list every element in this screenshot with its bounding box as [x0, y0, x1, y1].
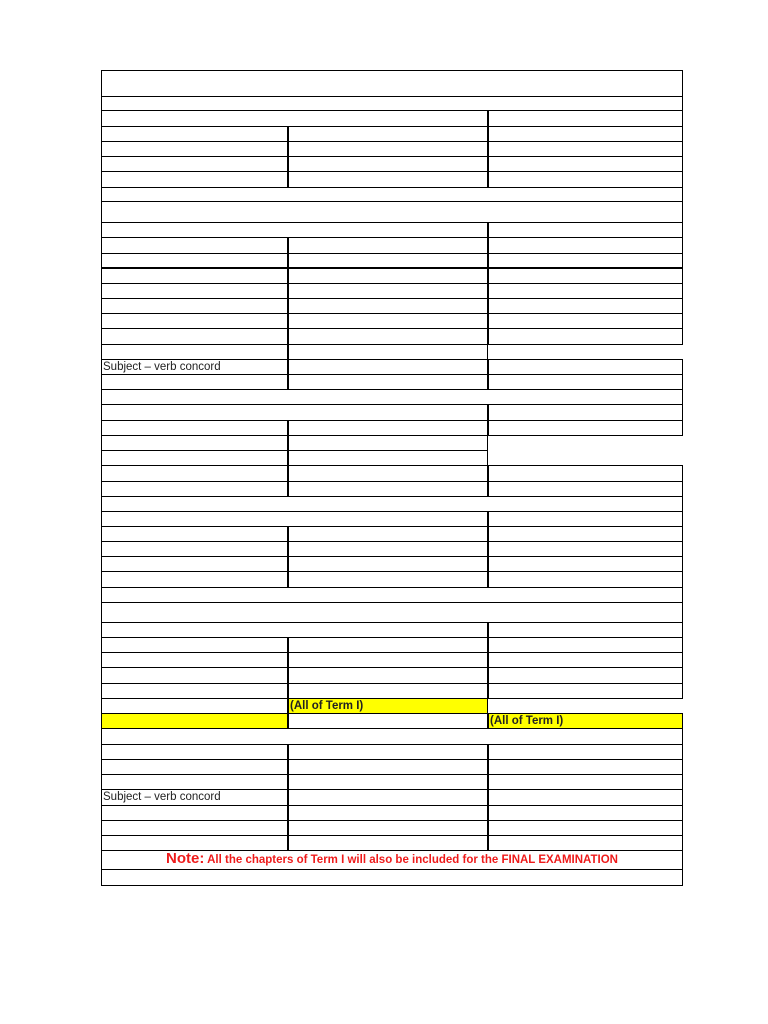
- table-cell: [488, 156, 683, 172]
- table-cell: [101, 450, 288, 466]
- table-cell: [288, 237, 488, 254]
- table-cell: [288, 652, 488, 668]
- table-cell: [101, 744, 288, 760]
- table-row: [101, 404, 488, 421]
- table-cell: [488, 298, 683, 314]
- table-cell: [488, 359, 683, 375]
- table-cell: [101, 141, 288, 157]
- table-cell: [488, 683, 683, 699]
- table-cell: [101, 481, 288, 497]
- table-cell: [288, 420, 488, 436]
- all-of-term-label: (All of Term I): [290, 700, 364, 712]
- table-cell: [288, 637, 488, 653]
- table-row: [101, 622, 488, 638]
- table-cell: [101, 283, 288, 299]
- table-cell: [488, 511, 683, 527]
- table-cell: [288, 328, 488, 345]
- table-cell: [488, 222, 683, 238]
- table-cell: [288, 374, 488, 390]
- table-cell: [488, 637, 683, 653]
- table-row: [101, 110, 488, 127]
- table-cell: [288, 344, 488, 360]
- table-cell: [488, 420, 683, 436]
- table-cell: [101, 805, 288, 821]
- table-cell: [288, 759, 488, 775]
- table-cell: [488, 404, 683, 421]
- table-row: [101, 587, 683, 603]
- table-cell: [288, 667, 488, 684]
- table-cell: [288, 571, 488, 588]
- table-cell: [488, 481, 683, 497]
- table-cell: [101, 465, 288, 482]
- table-cell: [488, 744, 683, 760]
- table-cell: [101, 313, 288, 329]
- table-cell: [101, 344, 288, 360]
- table-cell: [101, 298, 288, 314]
- table-cell: [288, 541, 488, 557]
- table-row: [101, 201, 683, 223]
- table-row: [101, 70, 683, 97]
- table-cell: [288, 359, 488, 375]
- table-cell: [101, 835, 288, 851]
- table-cell: [488, 667, 683, 684]
- table-cell: [101, 667, 288, 684]
- table-cell: [288, 268, 488, 284]
- table-cell: [101, 774, 288, 790]
- table-cell: [288, 713, 488, 729]
- table-cell: [288, 774, 488, 790]
- table-cell: [288, 481, 488, 497]
- table-cell: [101, 435, 288, 451]
- table-row: [101, 869, 683, 886]
- table-row: [101, 728, 683, 745]
- table-cell: [488, 835, 683, 851]
- subject-verb-label: Subject – verb concord: [103, 361, 221, 373]
- table-cell: [288, 283, 488, 299]
- schedule-table: [101, 70, 683, 886]
- table-cell: [488, 820, 683, 836]
- table-cell: [101, 683, 288, 699]
- table-cell: [488, 110, 683, 127]
- table-cell: [288, 171, 488, 188]
- table-cell: [488, 789, 683, 806]
- table-cell: [488, 526, 683, 542]
- table-cell: [288, 805, 488, 821]
- table-cell: [101, 374, 288, 390]
- table-cell: [488, 556, 683, 572]
- table-row: [101, 389, 683, 405]
- table-row: [101, 496, 683, 512]
- table-row: [101, 602, 683, 623]
- table-cell: [288, 126, 488, 142]
- table-cell: [488, 652, 683, 668]
- table-cell: [288, 744, 488, 760]
- table-cell: [488, 283, 683, 299]
- table-cell: [488, 328, 683, 345]
- table-cell: [288, 789, 488, 806]
- table-cell: [101, 156, 288, 172]
- table-cell: [488, 374, 683, 390]
- table-cell: [101, 820, 288, 836]
- table-cell: [288, 450, 488, 466]
- table-cell: [101, 759, 288, 775]
- table-cell: [288, 556, 488, 572]
- table-row: [101, 187, 683, 202]
- table-cell: [488, 141, 683, 157]
- table-cell: [488, 126, 683, 142]
- table-cell: [101, 652, 288, 668]
- table-cell: [288, 298, 488, 314]
- table-cell: [288, 526, 488, 542]
- table-cell: [101, 526, 288, 542]
- table-cell: [488, 465, 683, 482]
- table-cell: [488, 805, 683, 821]
- table-row: [101, 511, 488, 527]
- note: [101, 850, 683, 869]
- table-cell: [488, 622, 683, 638]
- table-cell: [488, 171, 683, 188]
- table-cell: [101, 571, 288, 588]
- table-cell: [288, 435, 488, 451]
- table-cell: [488, 541, 683, 557]
- table-cell: [488, 268, 683, 284]
- table-cell: [288, 835, 488, 851]
- subject-verb-label: Subject – verb concord: [103, 791, 221, 803]
- table-cell: [488, 237, 683, 254]
- note-text: All the chapters of Term I will also be included for the FINAL EXAMINATION: [204, 854, 618, 866]
- all-of-term-label: (All of Term I): [490, 715, 564, 727]
- table-cell: [488, 313, 683, 329]
- table-cell: [288, 683, 488, 699]
- table-cell: [488, 759, 683, 775]
- table-cell: [101, 420, 288, 436]
- table-cell: [101, 328, 288, 345]
- note-label: Note:: [166, 850, 205, 867]
- table-cell: [488, 774, 683, 790]
- table-cell: [101, 541, 288, 557]
- table-cell: [488, 571, 683, 588]
- table-cell: [101, 171, 288, 188]
- table-cell: [101, 237, 288, 254]
- table-cell: [288, 465, 488, 482]
- table-cell: [101, 698, 288, 714]
- table-cell: [101, 268, 288, 284]
- table-cell: [288, 313, 488, 329]
- table-cell: [288, 156, 488, 172]
- table-cell: [288, 141, 488, 157]
- table-row: [101, 222, 488, 238]
- table-cell: [101, 556, 288, 572]
- table-cell: [101, 637, 288, 653]
- divider: [101, 267, 683, 269]
- table-row: [101, 96, 683, 111]
- table-cell: [101, 126, 288, 142]
- highlight-cell: [101, 713, 288, 729]
- table-cell: [288, 820, 488, 836]
